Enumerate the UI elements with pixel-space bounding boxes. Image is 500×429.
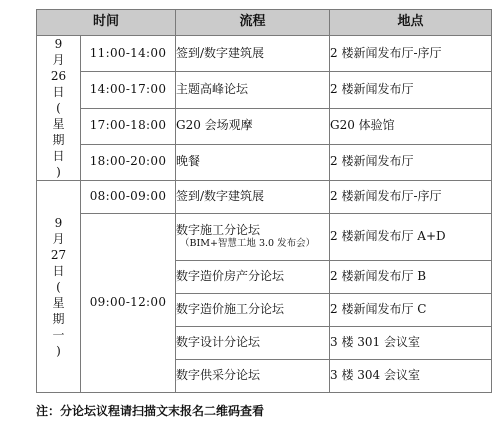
date-char: 9 (54, 215, 63, 230)
schedule-row (37, 36, 492, 72)
header-time: 时间 (37, 10, 176, 36)
date-char: 月 (52, 231, 65, 246)
date-char: 期 (52, 133, 65, 147)
location-cell: 2 楼新闻发布厅 A+D (330, 214, 492, 261)
location-cell: 3 楼 304 会议室 (330, 360, 492, 393)
schedule-table (36, 9, 492, 393)
process-name: 数字造价施工分论坛 (176, 302, 285, 317)
process-cell (176, 261, 330, 294)
footnote: 注：分论坛议程请扫描文末报名二维码查看 (36, 404, 265, 418)
process-name: 数字供采分论坛 (176, 368, 261, 383)
time-cell: 17:00-18:00 (81, 108, 176, 144)
location-cell: 2 楼新闻发布厅 (330, 72, 492, 108)
location-cell: G20 体验馆 (330, 108, 492, 144)
date-label-vertical (37, 215, 80, 359)
schedule-row (37, 108, 492, 144)
location-cell: 2 楼新闻发布厅 (330, 144, 492, 180)
date-char: 26 (50, 69, 67, 83)
location-cell: 2 楼新闻发布厅-序厅 (330, 181, 492, 214)
process-cell (176, 36, 330, 72)
date-char: 日 (52, 149, 65, 163)
process-name: 签到/数字建筑展 (176, 189, 265, 204)
date-char: 星 (52, 117, 65, 131)
date-char: 27 (50, 247, 67, 262)
header-location: 地点 (330, 10, 492, 36)
process-cell (176, 72, 330, 108)
date-char: 日 (52, 85, 65, 99)
location-cell: 3 楼 301 会议室 (330, 327, 492, 360)
date-char: 月 (52, 53, 65, 67)
time-cell: 11:00-14:00 (81, 36, 176, 72)
date-char: 一 (52, 327, 65, 342)
date-label-vertical (37, 36, 80, 180)
date-cell (37, 181, 81, 393)
time-cell: 14:00-17:00 (81, 72, 176, 108)
process-name: 数字造价房产分论坛 (176, 269, 285, 284)
date-char: ( (56, 279, 61, 294)
header-process: 流程 (176, 10, 330, 36)
process-cell (176, 144, 330, 180)
process-cell (176, 294, 330, 327)
process-name: 主题高峰论坛 (176, 81, 249, 96)
process-name: G20 会场观摩 (176, 118, 253, 133)
schedule-row (37, 181, 492, 214)
time-cell: 08:00-09:00 (81, 181, 176, 214)
schedule-row (37, 144, 492, 180)
process-name: 签到/数字建筑展 (176, 45, 265, 60)
process-name: 数字设计分论坛 (176, 335, 261, 350)
date-char: 星 (52, 295, 65, 310)
date-cell (37, 36, 81, 181)
date-char: 期 (52, 311, 65, 326)
process-name: 数字施工分论坛 (176, 223, 261, 238)
location-cell: 2 楼新闻发布厅 C (330, 294, 492, 327)
date-char: ( (56, 101, 61, 115)
schedule-body (37, 36, 492, 393)
process-cell (176, 214, 330, 261)
process-cell (176, 327, 330, 360)
process-cell (176, 181, 330, 214)
process-subtitle: （BIM+智慧工地 3.0 发布会） (180, 237, 316, 249)
process-name: 晚餐 (176, 154, 201, 169)
date-char: 日 (52, 263, 65, 278)
process-cell (176, 108, 330, 144)
header-row (37, 10, 492, 36)
time-cell: 18:00-20:00 (81, 144, 176, 180)
process-cell (176, 360, 330, 393)
location-cell: 2 楼新闻发布厅-序厅 (330, 36, 492, 72)
date-char: ) (56, 165, 61, 179)
date-char: 9 (54, 37, 63, 51)
schedule-row (37, 214, 492, 261)
schedule-row (37, 72, 492, 108)
date-char: ) (56, 343, 61, 358)
time-cell: 09:00-12:00 (81, 214, 176, 393)
location-cell: 2 楼新闻发布厅 B (330, 261, 492, 294)
